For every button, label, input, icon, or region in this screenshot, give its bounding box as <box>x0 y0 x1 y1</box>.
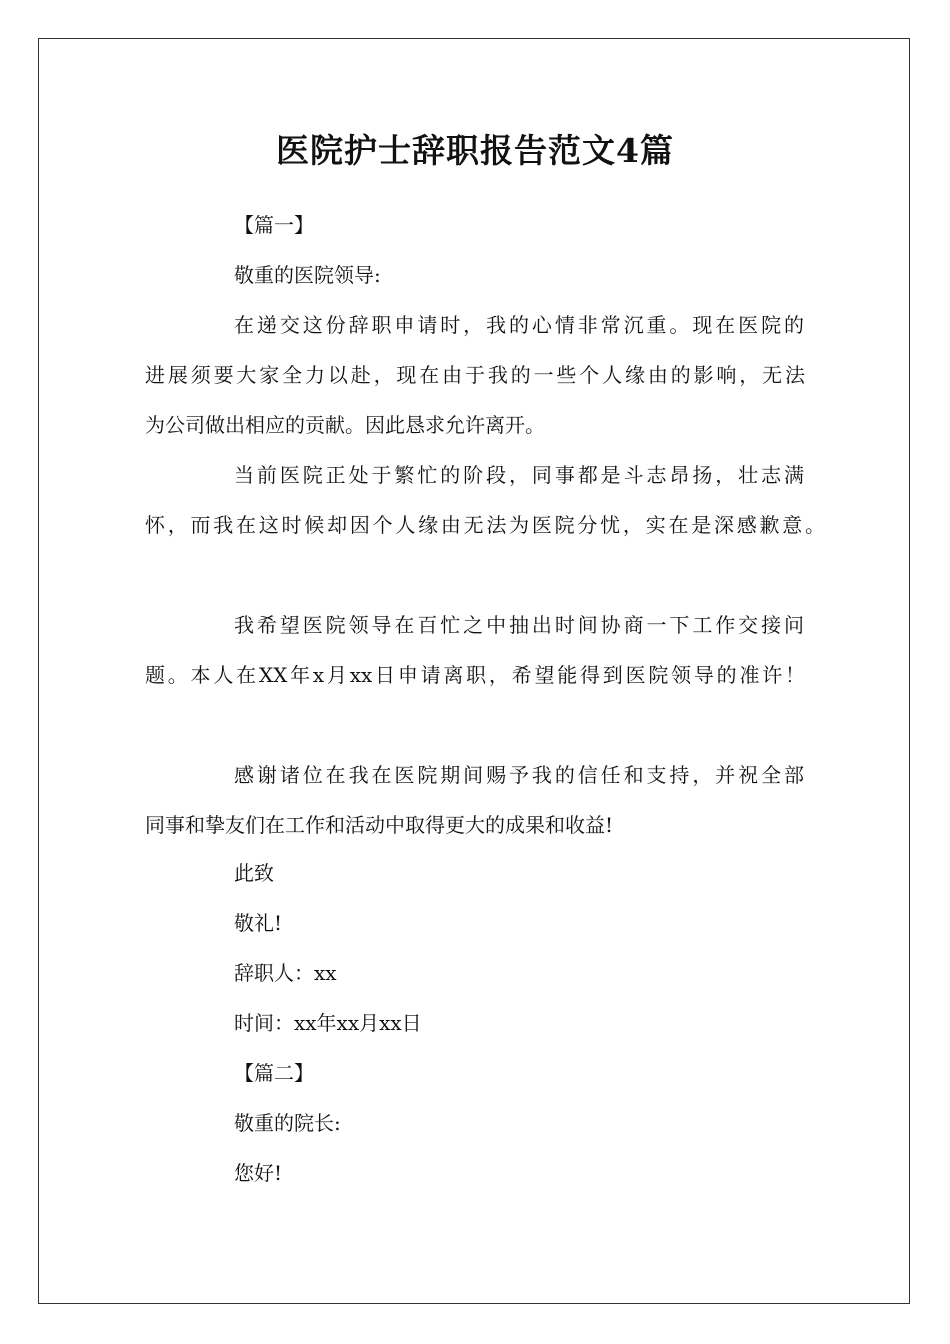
date-line: 时间：xx年xx月xx日 <box>234 1011 422 1035</box>
paragraph-4-line-2: 同事和挚友们在工作和活动中取得更大的成果和收益! <box>145 813 614 837</box>
section-heading-2: 【篇二】 <box>234 1061 314 1085</box>
closing-salute: 敬礼! <box>234 911 283 935</box>
greeting-2: 您好! <box>234 1161 283 1185</box>
paragraph-1-line-3: 为公司做出相应的贡献。因此恳求允许离开。 <box>145 413 545 437</box>
paragraph-4-line-1: 感谢诸位在我在医院期间赐予我的信任和支持，并祝全部 <box>234 763 804 787</box>
salutation-2: 敬重的院长: <box>234 1111 341 1135</box>
paragraph-3-line-1: 我希望医院领导在百忙之中抽出时间协商一下工作交接问 <box>234 613 804 637</box>
paragraph-2-line-2: 怀，而我在这时候却因个人缘由无法为医院分忧，实在是深感歉意。 <box>145 513 825 537</box>
paragraph-2-line-1: 当前医院正处于繁忙的阶段，同事都是斗志昂扬，壮志满 <box>234 463 804 487</box>
closing-regards: 此致 <box>234 861 274 885</box>
salutation-1: 敬重的医院领导: <box>234 263 381 287</box>
paragraph-3-line-2: 题。本人在XX年x月xx日申请离职，希望能得到医院领导的准许！ <box>145 663 805 687</box>
paragraph-1-line-2: 进展须要大家全力以赴，现在由于我的一些个人缘由的影响，无法 <box>145 363 805 387</box>
document-title: 医院护士辞职报告范文4篇 <box>276 131 674 170</box>
signer-line: 辞职人：xx <box>234 961 337 985</box>
section-heading-1: 【篇一】 <box>234 213 314 237</box>
paragraph-1-line-1: 在递交这份辞职申请时，我的心情非常沉重。现在医院的 <box>234 313 804 337</box>
